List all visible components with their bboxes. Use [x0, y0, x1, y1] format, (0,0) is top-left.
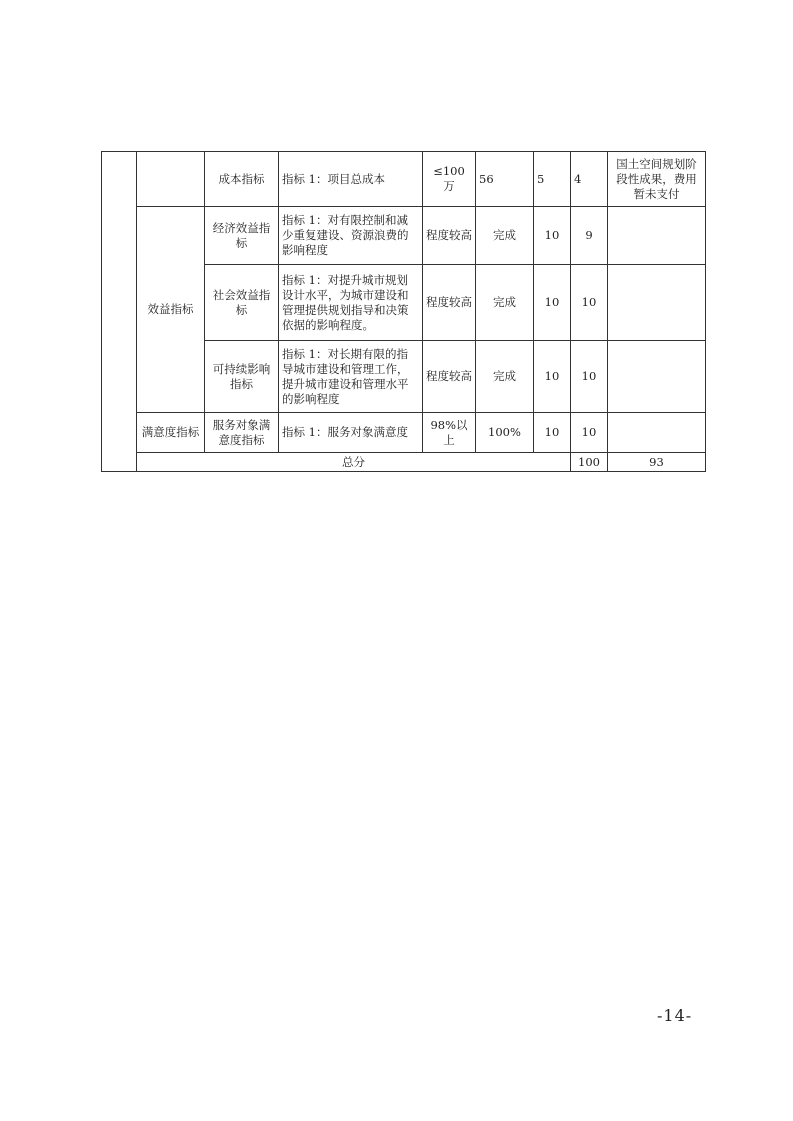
- target-value-cell: 98%以上: [423, 413, 476, 453]
- performance-table: [101, 151, 706, 472]
- page-number: -14-: [657, 1006, 693, 1025]
- secondary-indicator-cell: 效益指标: [137, 207, 205, 413]
- weight-cell: 10: [534, 207, 571, 265]
- actual-value-cell: 完成: [476, 341, 534, 413]
- score-cell: 10: [571, 341, 608, 413]
- score-cell: 9: [571, 207, 608, 265]
- indicator-cell: 指标 1：服务对象满意度: [279, 413, 423, 453]
- target-value-cell: 程度较高: [423, 265, 476, 341]
- score-cell: 10: [571, 413, 608, 453]
- actual-value-cell: 完成: [476, 265, 534, 341]
- actual-value-cell: 56: [476, 152, 534, 207]
- remark-cell: [608, 207, 706, 265]
- weight-cell: 5: [534, 152, 571, 207]
- target-value-cell: ≤100 万: [423, 152, 476, 207]
- target-value-cell: 程度较高: [423, 207, 476, 265]
- remark-cell: [608, 265, 706, 341]
- weight-cell: 10: [534, 265, 571, 341]
- table-row-economic: [102, 207, 706, 265]
- indicator-cell: 指标 1：对提升城市规划设计水平，为城市建设和管理提供规划指导和决策依据的影响程度。: [279, 265, 423, 341]
- secondary-indicator-cell: 满意度指标: [137, 413, 205, 453]
- remark-cell: [608, 413, 706, 453]
- primary-indicator-cell: [102, 152, 137, 472]
- indicator-cell: 指标 1：对长期有限的指导城市建设和管理工作，提升城市建设和管理水平的影响程度: [279, 341, 423, 413]
- weight-cell: 10: [534, 413, 571, 453]
- table-row-total: [102, 453, 706, 472]
- secondary-indicator-cell: [137, 152, 205, 207]
- score-cell: 93: [608, 453, 706, 472]
- total-label-cell: 总分: [137, 453, 571, 472]
- table-row-cost: [102, 152, 706, 207]
- tertiary-indicator-cell: 服务对象满意度指标: [205, 413, 279, 453]
- indicator-cell: 指标 1：对有限控制和减少重复建设、资源浪费的影响程度: [279, 207, 423, 265]
- tertiary-indicator-cell: 社会效益指标: [205, 265, 279, 341]
- actual-value-cell: 完成: [476, 207, 534, 265]
- score-cell: 4: [571, 152, 608, 207]
- remark-cell: [608, 341, 706, 413]
- remark-cell: 国土空间规划阶段性成果，费用暂未支付: [608, 152, 706, 207]
- weight-cell: 10: [534, 341, 571, 413]
- table-row-satisfaction: [102, 413, 706, 453]
- score-cell: 10: [571, 265, 608, 341]
- tertiary-indicator-cell: 成本指标: [205, 152, 279, 207]
- tertiary-indicator-cell: 经济效益指标: [205, 207, 279, 265]
- weight-cell: 100: [571, 453, 608, 472]
- indicator-cell: 指标 1：项目总成本: [279, 152, 423, 207]
- actual-value-cell: 100%: [476, 413, 534, 453]
- tertiary-indicator-cell: 可持续影响指标: [205, 341, 279, 413]
- target-value-cell: 程度较高: [423, 341, 476, 413]
